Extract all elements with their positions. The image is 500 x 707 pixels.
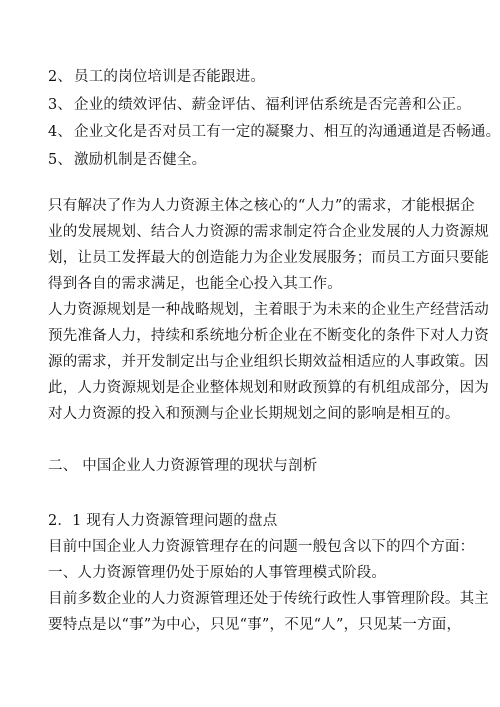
- paragraph-line: 源的需求，并开发制定出与企业组织长期效益相适应的人事政策。因: [48, 354, 489, 370]
- subsection-heading: 2．1 现有人力资源管理问题的盘点: [48, 513, 278, 529]
- paragraph-line: 要特点是以“事”为中心，只见“事”，不见“人”，只见某一方面，: [48, 617, 462, 633]
- paragraph-line: 此，人力资源规划是企业整体规划和财政预算的有机组成部分，因为: [48, 380, 489, 396]
- section-heading: 二、 中国企业人力资源管理的现状与剖析: [48, 458, 318, 474]
- paragraph-line: 目前多数企业的人力资源管理还处于传统行政性人事管理阶段。其主: [48, 591, 489, 607]
- paragraph-line: 划，让员工发挥最大的创造能力为企业发展服务；而员工方面只要能: [48, 250, 489, 266]
- paragraph-line: 对人力资源的投入和预测与企业长期规划之间的影响是相互的。: [48, 406, 460, 422]
- list-text: 激励机制是否健全。: [74, 152, 207, 168]
- paragraph-line: 预先准备人力，持续和系统地分析企业在不断变化的条件下对人力资: [48, 328, 489, 344]
- list-number: 4、: [48, 124, 73, 140]
- paragraph-line: 目前中国企业人力资源管理存在的问题一般包含以下的四个方面：: [48, 539, 475, 555]
- list-text: 员工的岗位培训是否能跟进。: [74, 69, 266, 85]
- list-item: [48, 122, 500, 142]
- list-item: [48, 67, 265, 87]
- list-text: 企业文化是否对员工有一定的凝聚力、相互的沟通通道是否畅通。: [74, 124, 500, 140]
- paragraph-line: 一、人力资源管理仍处于原始的人事管理模式阶段。: [48, 565, 387, 581]
- paragraph-line: 只有解决了作为人力资源主体之核心的“人力”的需求，才能根据企: [48, 198, 475, 214]
- paragraph-line: 业的发展规划、结合人力资源的需求制定符合企业发展的人力资源规: [48, 224, 489, 240]
- list-number: 5、: [48, 152, 73, 168]
- list-number: 2、: [48, 69, 73, 85]
- list-item: [48, 150, 206, 170]
- list-text: 企业的绩效评估、薪金评估、福利评估系统是否完善和公正。: [74, 97, 471, 113]
- list-item: [48, 95, 471, 115]
- list-number: 3、: [48, 97, 73, 113]
- paragraph-line: 得到各自的需求满足，也能全心投入其工作。: [48, 276, 342, 292]
- paragraph-line: 人力资源规划是一种战略规划，主着眼于为未来的企业生产经营活动: [48, 302, 489, 318]
